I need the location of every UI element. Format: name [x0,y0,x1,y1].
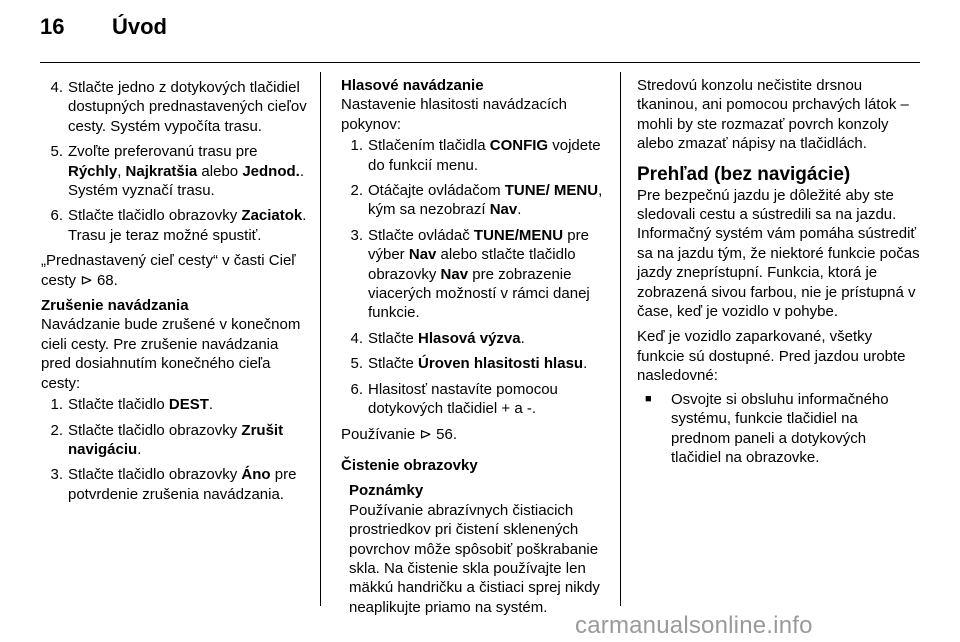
paragraph: Keď je vozidlo zaparkované, všetky funkcie sú dostupné. Pred jazdou urobte nasledovné: [637,328,906,385]
square-bullet-icon: ■ [645,392,652,405]
list-item: 6. Stlačte tlačidlo obrazovky Zaciatok. Trasu je teraz možné spustiť. [50,207,307,244]
cross-reference[interactable]: „Prednastavený cieľ cesty“ v časti Cieľ cesty ⊳ 68. [41,252,296,289]
list-item: 2. Stlačte tlačidlo obrazovky Zrušit navigáciu. [50,421,284,458]
destination-steps [41,78,307,245]
list-item: 1. Stlačením tlačidla CONFIG vojdete do funkcií menu. [350,137,601,174]
column-divider [320,72,321,606]
cancel-steps [41,395,307,504]
arrow-icon: ⊳ [419,425,432,443]
list-item: 3. Stlačte tlačidlo obrazovky Áno pre potvrdenie zrušenia navádzania. [50,466,297,503]
column-divider [620,72,621,606]
page-header [40,14,167,50]
list-item: 4. Stlačte Hlasová výzva. [350,329,525,347]
paragraph: Nastavenie hlasitosti navádzacích pokynov: [341,96,567,133]
list-item: 5. Zvoľte preferovanú trasu pre Rýchly, Najkratšia alebo Jednod.. Systém vyznačí trasu. [50,143,304,200]
list-item: 5. Stlačte Úroven hlasitosti hlasu. [350,355,588,373]
list-item: 2. Otáčajte ovládačom TUNE/ MENU, kým sa nezobrazí Nav. [350,182,603,219]
section-heading: Prehľad (bez navigácie) [637,163,851,185]
page-title: Úvod [112,14,167,39]
paragraph: Pre bezpečnú jazdu je dôležité aby ste sledovali cestu a sústredili sa na jazdu. Informačný systém vám pomáha sústrediť sa na jazdu tým, že niektoré funkcie počas jazdy zneprístupní. Funkcia, ktorá je zobrazená sivou farbou, nie je prístupná v čase, keď je vozidlo v pohybe. [637,186,920,321]
paragraph: Navádzanie bude zrušené v konečnom cieli cesty. Pre zrušenie navádzania pred dosiahnutím konečného cieľa cesty: [41,316,301,392]
list-item: 3. Stlačte ovládač TUNE/MENU pre výber Nav alebo stlačte tlačidlo obrazovky Nav pre zobrazenie viacerých možností v rámci danej funkcie. [350,226,590,322]
header-rule [40,62,920,63]
note-title: Poznámky [349,482,424,500]
voice-steps [341,136,607,418]
list-item: 6. Hlasitosť nastavíte pomocou dotykových tlačidiel + a -. [350,380,558,418]
column-right [637,76,920,467]
bullet-list [637,390,920,468]
page-number: 16 [40,14,65,39]
list-item: ■ Osvojte si obsluhu informačného systému, funkcie tlačidiel na prednom paneli a dotykových tlačidiel na obrazovke. [637,390,920,468]
column-left [41,76,307,510]
list-item: 4. Stlačte jedno z dotykových tlačidiel dostupných prednastavených cieľov cesty. Systém vypočíta trasu. [50,79,307,135]
watermark: carmanualsonline.info [575,612,813,639]
cross-reference[interactable]: Používanie ⊳ 56. [341,425,457,443]
list-item: 1. Stlačte tlačidlo DEST. [50,396,214,414]
column-middle [341,76,607,617]
note-box [341,481,607,617]
section-heading: Zrušenie navádzania [41,297,189,315]
section-heading: Čistenie obrazovky [341,456,478,474]
paragraph: Stredovú konzolu nečistite drsnou tkaninou, ani pomocou prchavých látok – mohli by ste rozmazať povrch konzoly alebo zmazať nápisy na tlačidlách. [637,77,909,153]
note-text: Používanie abrazívnych čistiacich prostriedkov pri čistení sklenených povrchov môže spôsobiť poškrabanie skla. Na čistenie skla používajte len mäkkú handričku a čistiaci sprej nikdy neaplikujte priamo na systém. [349,501,600,616]
arrow-icon: ⊳ [80,271,93,289]
section-heading: Hlasové navádzanie [341,77,484,94]
